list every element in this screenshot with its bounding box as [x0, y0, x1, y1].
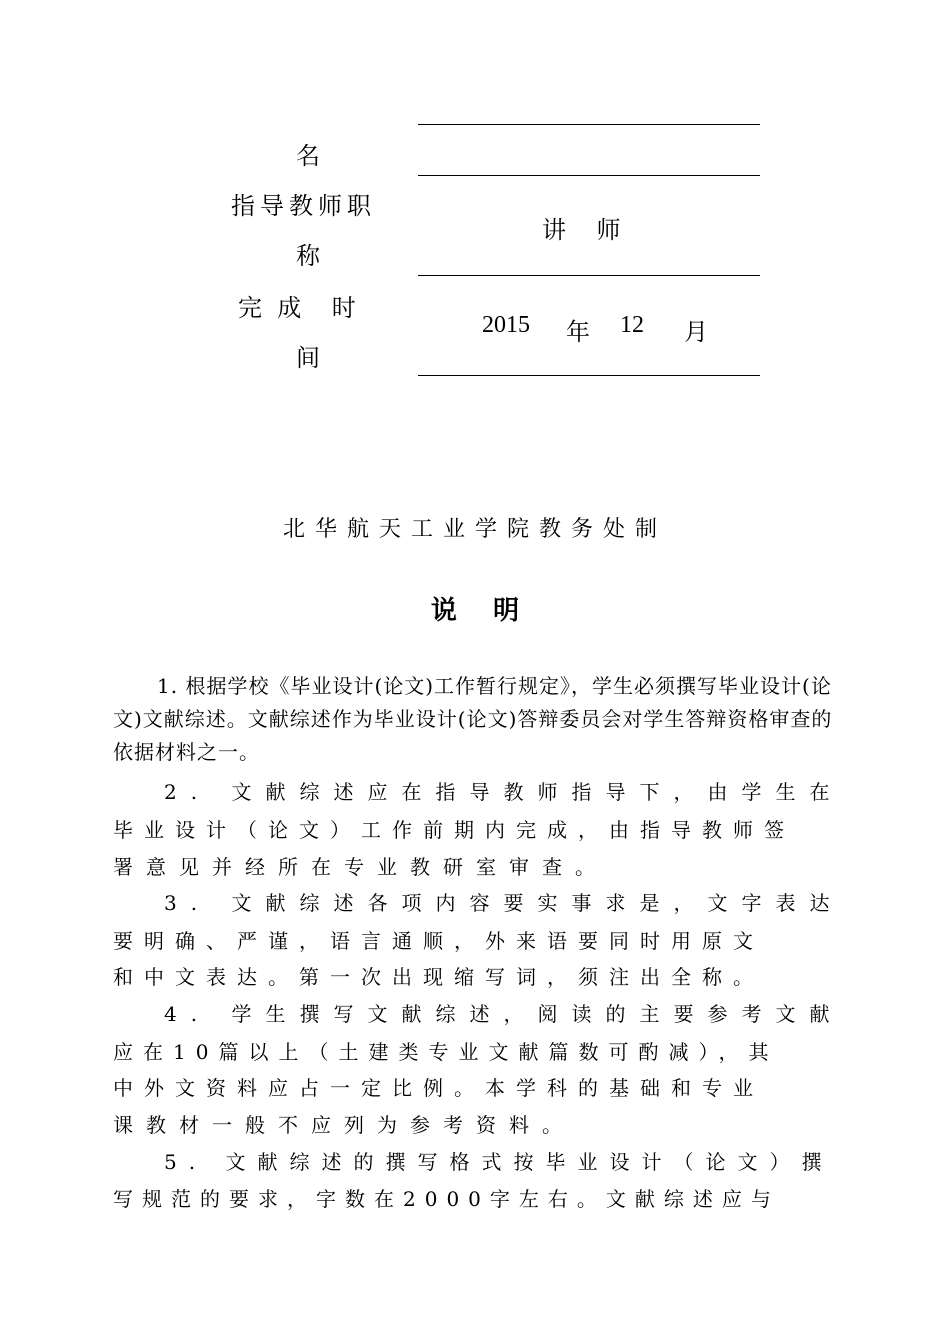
org-line: 北华航天工业学院教务处制 — [282, 517, 667, 542]
paragraph-3-line-1: 3. 文献综述各项内容要实事求是，文字表达 — [164, 891, 844, 915]
name-value-underline — [418, 175, 760, 176]
paragraph-2-line-2: 毕业设计（论文）工作前期内完成，由指导教师签 — [113, 818, 795, 842]
advisor-title-underline — [418, 275, 760, 276]
completion-label-line2: 间 — [296, 344, 320, 372]
name-label: 名 — [296, 142, 320, 170]
advisor-title-value: 讲 师 — [542, 216, 621, 244]
paragraph-4-line-2: 应在10篇以上（土建类专业文献篇数可酌减），其 — [113, 1040, 779, 1064]
completion-year-unit: 年 — [566, 318, 590, 346]
completion-year: 2015 — [482, 312, 530, 338]
paragraph-2-line-1: 2. 文献综述应在指导教师指导下，由学生在 — [164, 780, 844, 804]
completion-underline — [418, 375, 760, 376]
paragraph-4-line-4: 课教材一般不应列为参考资料。 — [113, 1113, 575, 1137]
completion-month-unit: 月 — [684, 318, 708, 346]
paragraph-1: 1. 根据学校《毕业设计(论文)工作暂行规定》，学生必须撰写毕业设计(论文)文献综述。文献综述作为毕业设计(论文)答辩委员会对学生答辩资格审查的依据材料之一。 — [113, 674, 833, 764]
table-top-rule — [418, 124, 760, 125]
paragraph-5-line-2: 写规范的要求，字数在2000字左右。文献综述应与 — [113, 1187, 780, 1211]
paragraph-4-line-1: 4. 学生撰写文献综述，阅读的主要参考文献 — [164, 1002, 844, 1026]
completion-label-line1: 完 成 时 — [238, 294, 356, 322]
paragraph-4-line-3: 中外文资料应占一定比例。本学科的基础和专业 — [113, 1076, 764, 1100]
paragraph-5-line-1: 5. 文献综述的撰写格式按毕业设计（论文）撰 — [164, 1150, 834, 1174]
paragraph-2-line-3: 署意见并经所在专业教研室审查。 — [113, 855, 608, 879]
advisor-title-label-line2: 称 — [296, 242, 320, 270]
completion-month: 12 — [620, 312, 644, 338]
paragraph-3-line-3: 和中文表达。第一次出现缩写词，须注出全称。 — [113, 965, 764, 989]
paragraph-3-line-2: 要明确、严谨，语言通顺，外来语要同时用原文 — [113, 929, 764, 953]
advisor-title-label-line1: 指导教师职 — [231, 192, 376, 220]
section-title: 说 明 — [430, 596, 520, 626]
